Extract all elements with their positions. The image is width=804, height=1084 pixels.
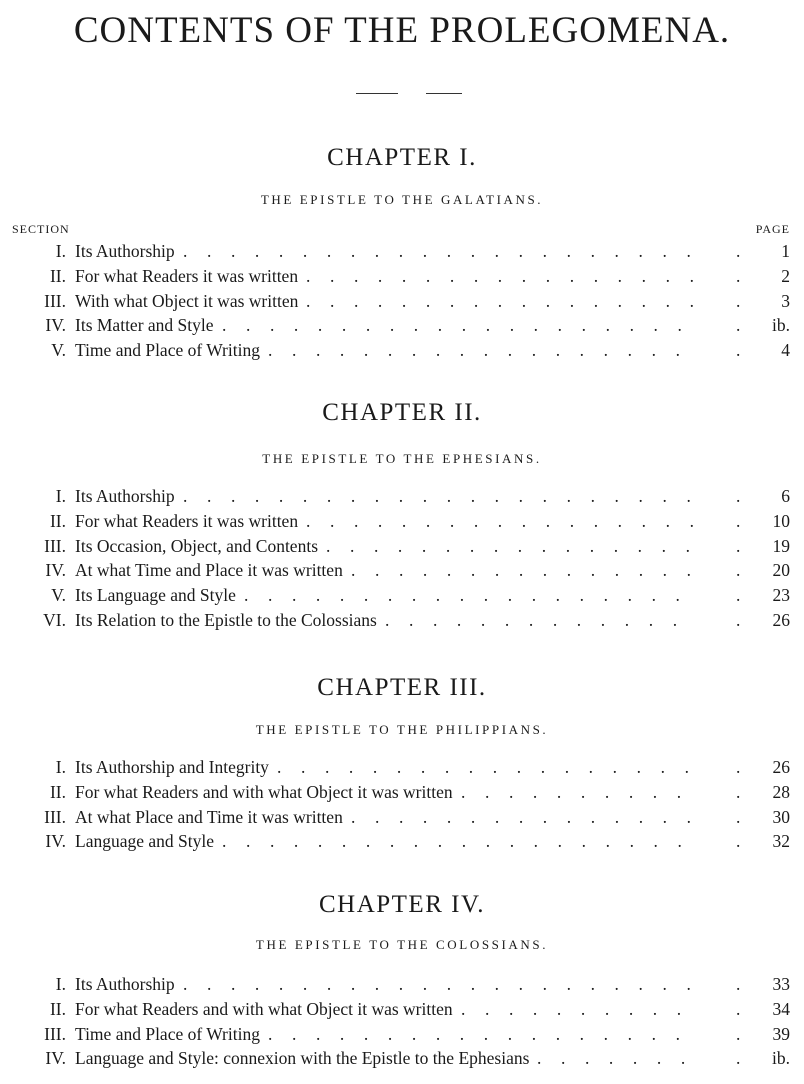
dot-leader: ............... (351, 806, 711, 827)
section-number: III. (44, 1023, 66, 1044)
section-title: Its Language and Style (75, 585, 236, 606)
section-title: Its Authorship (75, 486, 175, 506)
page-number: 4 (781, 340, 790, 361)
chapter-subheading: THE EPISTLE TO THE PHILIPPIANS. (255, 722, 549, 737)
page-leader-dot: . (736, 486, 741, 506)
page-number: 3 (781, 290, 790, 311)
dot-leader: ............... (351, 560, 711, 581)
section-number: IV. (45, 560, 66, 581)
page-number: 28 (772, 781, 790, 802)
section-title: Its Authorship and Integrity (75, 757, 269, 777)
dot-leader: ...................... (183, 486, 711, 506)
section-number: I. (55, 757, 66, 777)
section-title: Its Authorship (75, 241, 175, 261)
page-number: 34 (772, 998, 790, 1019)
toc-entry (0, 264, 804, 288)
section-title: With what Object it was written (75, 290, 299, 311)
section-number: V. (51, 585, 66, 606)
toc-entry (0, 755, 804, 779)
toc-entry (0, 558, 804, 582)
section-column-label: SECTION (12, 222, 70, 236)
dot-leader: ................. (306, 290, 714, 311)
section-number: VI. (43, 610, 66, 630)
toc-entry (0, 534, 804, 558)
page-number: 33 (772, 974, 790, 994)
page-leader-dot: . (736, 265, 741, 286)
chapter-heading: CHAPTER I. (327, 144, 477, 171)
section-title: Its Authorship (75, 974, 175, 994)
section-title: Language and Style: connexion with the Epistle to the Ephesians (75, 1048, 530, 1069)
section-number: III. (44, 806, 66, 827)
page-leader-dot: . (736, 974, 741, 994)
page-column-label: PAGE (755, 222, 790, 236)
section-number: V. (51, 340, 66, 361)
section-number: I. (55, 486, 66, 506)
page-number: 23 (772, 585, 790, 606)
section-title: Language and Style (75, 831, 214, 852)
chapter-subheading: THE EPISTLE TO THE COLOSSIANS. (255, 937, 549, 952)
chapter-heading: CHAPTER IV. (318, 891, 486, 918)
section-number: IV. (45, 831, 66, 852)
page-leader-dot: . (736, 831, 741, 852)
dot-leader: ....... (537, 1048, 705, 1069)
page-leader-dot: . (736, 1023, 741, 1044)
chapter-subheading: THE EPISTLE TO THE GALATIANS. (260, 192, 544, 207)
page-number: 6 (781, 486, 790, 506)
section-title: At what Place and Time it was written (75, 806, 343, 827)
chapter-subheading: THE EPISTLE TO THE EPHESIANS. (262, 451, 542, 466)
dot-leader: .................. (277, 757, 709, 777)
page-leader-dot: . (736, 757, 741, 777)
section-title: Its Occasion, Object, and Contents (75, 535, 319, 556)
section-number: II. (49, 781, 66, 802)
page-number: 2 (781, 265, 790, 286)
toc-entry (0, 239, 804, 263)
toc-entry (0, 583, 804, 607)
section-title: For what Readers it was written (75, 510, 299, 531)
section-number: II. (49, 998, 66, 1019)
page-number: ib. (772, 1048, 790, 1069)
chapter-heading: CHAPTER III. (317, 674, 487, 701)
page-number: 1 (781, 241, 790, 261)
section-title: At what Time and Place it was written (75, 560, 343, 581)
section-title: For what Readers and with what Object it was written (75, 781, 453, 802)
page-number: 19 (772, 535, 790, 556)
section-number: III. (44, 535, 66, 556)
toc-entry (0, 608, 804, 632)
title-ornament-rule (0, 93, 804, 99)
section-number: IV. (45, 315, 66, 336)
page-leader-dot: . (736, 535, 741, 556)
section-number: I. (55, 241, 66, 261)
section-title: Time and Place of Writing (75, 1023, 260, 1044)
page-leader-dot: . (736, 998, 741, 1019)
section-number: III. (44, 290, 66, 311)
page-leader-dot: . (736, 781, 741, 802)
toc-entry (0, 805, 804, 829)
dot-leader: ................ (326, 535, 710, 556)
toc-entry (0, 313, 804, 337)
dot-leader: ...................... (183, 974, 711, 994)
toc-entry (0, 509, 804, 533)
page-number: 26 (772, 757, 790, 777)
dot-leader: .................. (268, 1023, 700, 1044)
page-leader-dot: . (736, 340, 741, 361)
toc-entry (0, 338, 804, 362)
section-title: For what Readers it was written (75, 265, 299, 286)
dot-leader: ............. (385, 610, 697, 630)
dot-leader: .................. (268, 340, 700, 361)
toc-entry (0, 972, 804, 996)
section-number: I. (55, 974, 66, 994)
toc-entry (0, 289, 804, 313)
page-leader-dot: . (736, 241, 741, 261)
dot-leader: .................... (222, 831, 702, 852)
toc-entry (0, 1046, 804, 1070)
page-number: 32 (772, 831, 790, 852)
page-number: 10 (772, 510, 790, 531)
dot-leader: ...................... (183, 241, 711, 261)
page-title: CONTENTS OF THE PROLEGOMENA. (73, 10, 731, 51)
dot-leader: .......... (461, 998, 701, 1019)
toc-entry (0, 997, 804, 1021)
section-title: Time and Place of Writing (75, 340, 260, 361)
toc-entry (0, 829, 804, 853)
page-leader-dot: . (736, 585, 741, 606)
section-title: Its Relation to the Epistle to the Colossians (75, 610, 377, 630)
page-number: 30 (772, 806, 790, 827)
page-leader-dot: . (736, 315, 741, 336)
page-leader-dot: . (736, 806, 741, 827)
page-leader-dot: . (736, 510, 741, 531)
section-number: IV. (45, 1048, 66, 1069)
page-leader-dot: . (736, 610, 741, 630)
dot-leader: .................... (222, 315, 702, 336)
toc-entry (0, 1022, 804, 1046)
dot-leader: ................... (244, 585, 700, 606)
page-leader-dot: . (736, 560, 741, 581)
page-number: 26 (772, 610, 790, 630)
chapter-heading: CHAPTER II. (322, 399, 482, 426)
toc-entry (0, 780, 804, 804)
page-leader-dot: . (736, 290, 741, 311)
page-number: 39 (772, 1023, 790, 1044)
section-title: For what Readers and with what Object it was written (75, 998, 453, 1019)
dot-leader: ................. (306, 265, 714, 286)
section-number: II. (49, 265, 66, 286)
page-number: ib. (772, 315, 790, 336)
section-title: Its Matter and Style (75, 315, 214, 336)
section-number: II. (49, 510, 66, 531)
page-number: 20 (772, 560, 790, 581)
page-leader-dot: . (736, 1048, 741, 1069)
dot-leader: .......... (461, 781, 701, 802)
dot-leader: ................. (306, 510, 714, 531)
toc-entry (0, 484, 804, 508)
